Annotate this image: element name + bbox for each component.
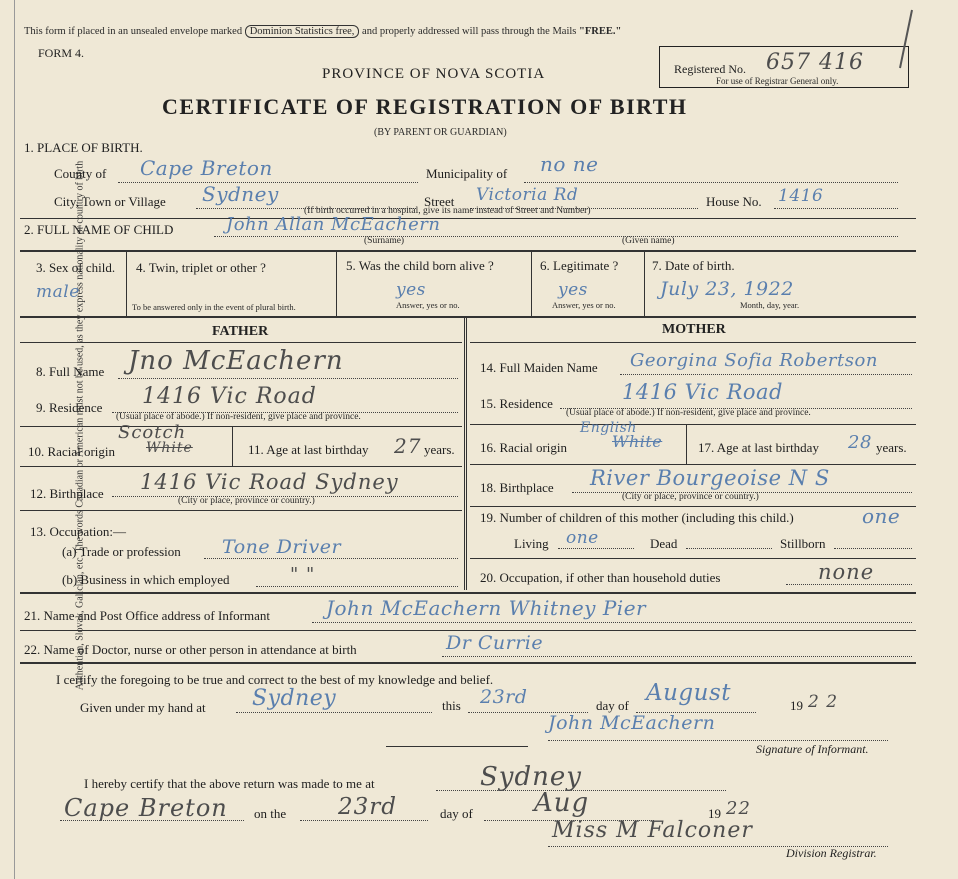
informant-signature: John McEachern	[548, 712, 716, 734]
alive-label: 5. Was the child born alive ?	[346, 258, 494, 273]
children-value: one	[862, 504, 901, 528]
father-racial-struck: White	[146, 440, 193, 456]
twin-note: To be answered only in the event of plural birth.	[132, 302, 296, 312]
city-label: City, Town or Village	[54, 194, 166, 209]
notice-mark: Dominion Statistics free,	[245, 25, 360, 38]
line	[204, 558, 458, 559]
divider	[686, 424, 687, 464]
father-racial-value: Scotch	[118, 422, 187, 443]
notice-text-post: and properly addressed will pass through the Mails	[362, 26, 577, 37]
divider	[531, 250, 532, 316]
line	[300, 820, 428, 821]
stillborn-label: Stillborn	[780, 536, 826, 551]
line	[442, 656, 912, 657]
alive-note: Answer, yes or no.	[396, 300, 460, 310]
mother-occupation-label: 20. Occupation, if other than household duties	[480, 570, 721, 585]
date-note: Month, day, year.	[740, 300, 800, 310]
postal-notice	[24, 26, 621, 37]
doctor-label: 22. Name of Doctor, nurse or other person in attendance at birth	[24, 642, 357, 657]
return-label: I hereby certify that the above return was made to me at	[84, 776, 375, 791]
line	[236, 712, 432, 713]
alive-value: yes	[396, 280, 426, 300]
mother-racial-label: 16. Racial origin	[480, 440, 568, 455]
occupation-label: 13. Occupation:—	[30, 524, 127, 539]
children-label: 19. Number of children of this mother (including this child.)	[480, 510, 794, 525]
house-value: 1416	[778, 186, 824, 206]
trade-value: Tone Driver	[222, 536, 342, 558]
mother-usual-note: (Usual place of abode.) If non-resident, give place and province.	[566, 408, 811, 418]
informant-label: 21. Name and Post Office address of Informant	[24, 608, 270, 623]
mother-maiden-value: Georgina Sofia Robertson	[630, 350, 878, 371]
municipality-value: no ne	[540, 152, 599, 176]
given-month-value: August	[646, 680, 732, 706]
this-label: this	[442, 698, 461, 713]
on-the-label: on the	[254, 806, 287, 821]
rule	[20, 342, 462, 343]
rule	[470, 464, 916, 465]
certify-text: I certify the foregoing to be true and correct to the best of my knowledge and belief.	[56, 672, 494, 687]
rule	[20, 630, 916, 631]
father-city-note: (City or place, province or country.)	[178, 496, 315, 506]
notice-text: This form if placed in an unsealed envelope marked	[24, 26, 243, 37]
business-label: (b) Business in which employed	[62, 572, 230, 587]
legitimate-note: Answer, yes or no.	[552, 300, 616, 310]
return-year-value: 22	[726, 798, 751, 819]
legitimate-label: 6. Legitimate ?	[540, 258, 619, 273]
signature-label: Signature of Informant.	[756, 742, 869, 756]
line	[686, 548, 772, 549]
father-name-label: 8. Full Name	[36, 364, 105, 379]
mother-maiden-label: 14. Full Maiden Name	[480, 360, 598, 375]
mother-racial-struck: White	[612, 432, 663, 451]
parents-divider	[464, 318, 467, 590]
city-value: Sydney	[202, 182, 279, 206]
living-label: Living	[514, 536, 549, 551]
mother-residence-value: 1416 Vic Road	[622, 380, 783, 404]
father-age-value: 27	[394, 434, 422, 458]
father-residence-label: 9. Residence	[36, 400, 103, 415]
return-day-of-label: day of	[440, 806, 473, 821]
return-year-prefix: 19	[708, 806, 721, 821]
rule	[20, 218, 916, 219]
line	[786, 584, 912, 585]
margin-instruction-text: Authentian, Slovak, Galician, etc. The words Canadian or American must not be used, as they express nationality or country of birth	[74, 160, 86, 691]
municipality-line	[524, 182, 898, 183]
page-title: CERTIFICATE OF REGISTRATION OF BIRTH	[162, 94, 688, 119]
sex-value: male	[36, 282, 80, 302]
divider	[644, 250, 645, 316]
trade-label: (a) Trade or profession	[62, 544, 181, 559]
rule	[20, 426, 462, 427]
mother-occupation-value: none	[818, 560, 875, 584]
twin-label: 4. Twin, triplet or other ?	[136, 260, 266, 275]
mother-residence-label: 15. Residence	[480, 396, 553, 411]
child-name-value: John Allan McEachern	[226, 214, 441, 235]
mother-age-label: 17. Age at last birthday	[698, 440, 819, 455]
surname-note: (Surname)	[364, 236, 405, 246]
divider	[336, 250, 337, 316]
father-age-label: 11. Age at last birthday	[248, 442, 369, 457]
given-day-value: 23rd	[480, 686, 528, 708]
rule	[470, 506, 916, 507]
rule	[20, 592, 916, 594]
given-label: Given under my hand at	[80, 700, 206, 715]
divider	[126, 250, 127, 316]
mother-city-note: (City or place, province or country.)	[622, 492, 759, 502]
legitimate-value: yes	[558, 280, 588, 300]
registrar-signature: Miss M Falconer	[552, 818, 753, 843]
line	[312, 622, 912, 623]
return-place-value: Sydney	[480, 762, 582, 792]
mother-birthplace-label: 18. Birthplace	[480, 480, 554, 495]
house-label: House No.	[706, 194, 762, 209]
line	[256, 586, 458, 587]
mother-heading: MOTHER	[662, 322, 726, 337]
date-value: July 23, 1922	[660, 278, 794, 300]
informant-value: John McEachern Whitney Pier	[326, 596, 647, 620]
given-year-value: 2 2	[808, 692, 839, 712]
father-usual-note: (Usual place of abode.) If non-resident, give place and province.	[116, 412, 361, 422]
registrar-use-note: For use of Registrar General only.	[716, 76, 839, 86]
sex-label: 3. Sex of child.	[36, 260, 116, 275]
divider	[232, 426, 233, 466]
year-prefix: 19	[790, 698, 803, 713]
return-month-value: Aug	[534, 788, 590, 818]
line	[118, 378, 458, 379]
child-name-label: 2. FULL NAME OF CHILD	[24, 222, 174, 237]
rule	[20, 466, 462, 467]
notice-free: "FREE."	[579, 26, 622, 37]
rule	[470, 342, 916, 343]
municipality-label: Municipality of	[426, 166, 508, 181]
child-name-line	[214, 236, 898, 237]
given-place-value: Sydney	[252, 686, 337, 711]
rule	[470, 424, 916, 425]
county-value: Cape Breton	[140, 156, 273, 180]
line	[548, 740, 888, 741]
place-of-birth-label: 1. PLACE OF BIRTH.	[24, 140, 143, 155]
mother-racial-value: English	[580, 420, 637, 436]
registrar-label: Division Registrar.	[786, 846, 877, 860]
date-label: 7. Date of birth.	[652, 258, 735, 273]
rule	[470, 558, 916, 559]
line	[620, 374, 912, 375]
line	[558, 548, 634, 549]
dead-label: Dead	[650, 536, 678, 551]
registered-number: 657 416	[766, 50, 864, 75]
father-birthplace-label: 12. Birthplace	[30, 486, 104, 501]
father-name-value: Jno McEachern	[128, 346, 344, 376]
father-years: years.	[424, 442, 455, 457]
return-day-value: 23rd	[338, 794, 397, 820]
line	[834, 548, 912, 549]
province-title: PROVINCE OF NOVA SCOTIA	[322, 66, 546, 82]
mother-age-value: 28	[848, 432, 872, 453]
father-heading: FATHER	[212, 324, 269, 339]
rule	[20, 510, 462, 511]
street-label: Street	[424, 194, 455, 209]
rule	[20, 250, 916, 252]
county-label: County of	[54, 166, 107, 181]
registrar-county-value: Cape Breton	[64, 794, 228, 822]
rule	[20, 316, 916, 318]
house-line	[774, 208, 898, 209]
mother-years: years.	[876, 440, 907, 455]
given-name-note: (Given name)	[622, 236, 675, 246]
father-birthplace-value: 1416 Vic Road Sydney	[140, 470, 399, 494]
registered-label: Registered No.	[674, 62, 746, 76]
father-racial-label: 10. Racial origin	[28, 444, 116, 459]
rule	[386, 746, 528, 747]
form-number: FORM 4.	[38, 46, 85, 60]
day-of-label: day of	[596, 698, 629, 713]
rule	[20, 662, 916, 664]
business-value: " "	[290, 564, 316, 585]
mother-birthplace-value: River Bourgeoise N S	[590, 466, 830, 490]
doctor-value: Dr Currie	[446, 632, 544, 654]
page-subtitle: (BY PARENT OR GUARDIAN)	[374, 127, 507, 138]
pencil-mark-icon	[892, 8, 916, 72]
margin-rule	[14, 0, 15, 879]
street-value: Victoria Rd	[476, 185, 579, 205]
father-residence-value: 1416 Vic Road	[142, 384, 317, 409]
hospital-note: (If birth occurred in a hospital, give its name instead of Street and Number)	[304, 206, 591, 216]
living-value: one	[566, 528, 599, 548]
